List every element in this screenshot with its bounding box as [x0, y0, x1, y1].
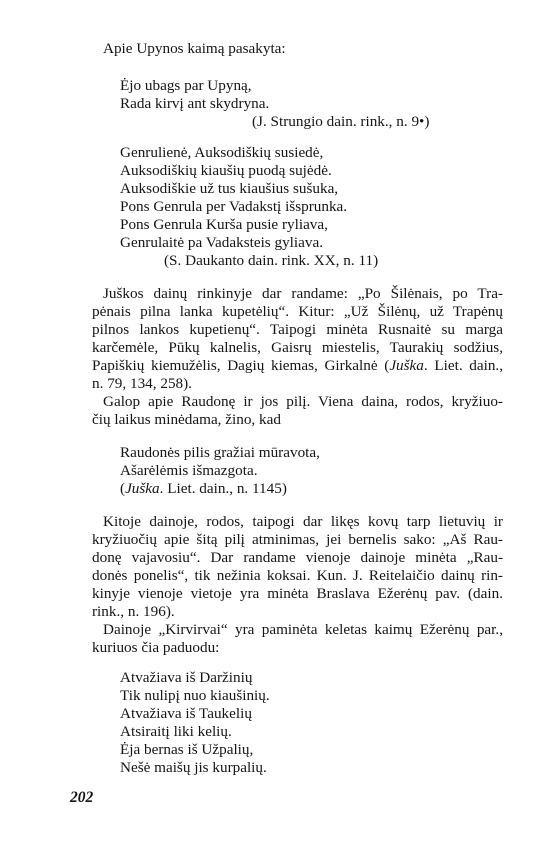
- poem-line: [120, 162, 332, 180]
- text: Apie Upynos kaimą pasakyta:: [103, 40, 286, 57]
- text: Auksodiškių kiaušių puodą sujėdė.: [120, 162, 332, 179]
- poem-line: [120, 462, 258, 480]
- text-line: [103, 40, 286, 58]
- text: kryžiuočių apie šitą pilį atminimas, jei bernelis sako: „Aš Rau-: [92, 531, 503, 548]
- text-line: [103, 393, 503, 411]
- poem-line: [120, 669, 252, 687]
- poem-line: [120, 180, 338, 198]
- text-line: [92, 375, 192, 393]
- text: pėnais pilna lanka kupetėlių“. Kitur: „Už Šilėnų, už Trapėnų: [92, 303, 503, 320]
- text: Atvažiava iš Taukelių: [120, 705, 252, 722]
- text-line: [92, 585, 503, 603]
- poem-line: [120, 216, 328, 234]
- text-line: [92, 357, 503, 375]
- poem-line: [120, 723, 232, 741]
- text-line: [92, 321, 503, 339]
- text: Genrulaitė pa Vadaksteis gyliava.: [120, 234, 323, 251]
- text: donės ponelis“, tik nežinia koksai. Kun. J. Reitelaičio dainų rin-: [92, 567, 503, 584]
- citation: [120, 480, 287, 498]
- text: kuriuos čia paduodu:: [92, 639, 220, 656]
- text-line: [103, 621, 503, 639]
- text: (J. Strungio dain. rink., n. 9•): [252, 113, 430, 130]
- italic-author: Juška: [389, 357, 424, 374]
- text: karčemėle, Pūkų kalnelis, Gaisrų miestelis, Taurakių sodžius,: [92, 339, 503, 356]
- text: Nešė maišų jis kurpalių.: [120, 759, 267, 776]
- text-line: [92, 639, 219, 657]
- text-line: [92, 411, 281, 429]
- text-line: [92, 603, 175, 621]
- text: . Liet. dain.,: [423, 357, 504, 374]
- italic-author: Juška: [125, 480, 160, 497]
- text: Atsiraitį liki kelių.: [120, 723, 232, 740]
- poem-line: [120, 144, 323, 162]
- text: Ėja bernas iš Užpalių,: [120, 741, 254, 758]
- text: Tik nulipį nuo kiaušinių.: [120, 687, 270, 704]
- text: Raudonės pilis gražiai mūravota,: [120, 444, 320, 461]
- text-line: [92, 567, 503, 585]
- poem-line: [120, 234, 323, 252]
- text-line: [92, 303, 503, 321]
- citation: [252, 113, 429, 131]
- text-line: [92, 549, 503, 567]
- text: Rada kirvį ant skydryna.: [120, 95, 270, 112]
- text: Auksodiškie už tus kiaušius sušuka,: [120, 180, 339, 197]
- text: n. 79, 134, 258).: [92, 375, 192, 392]
- text: Atvažiava iš Daržinių: [120, 669, 253, 686]
- poem-line: [120, 705, 252, 723]
- poem-line: [120, 95, 269, 113]
- text: Dainoje „Kirvirvai“ yra paminėta keletas kaimų Ežerėnų par.,: [103, 621, 503, 638]
- text-line: [103, 285, 503, 303]
- text: čių laikus minėdama, žino, kad: [92, 411, 281, 428]
- text: (: [120, 480, 126, 497]
- text: Papiškių kiemužėlis, Dagių kiemas, Girkalnė (: [92, 357, 390, 374]
- text: Pons Genrula per Vadakstį išsprunka.: [120, 198, 348, 215]
- text: Ėjo ubags par Upyną,: [120, 77, 252, 94]
- text: kinyje vienoje vietoje yra minėta Braslava Ežerėnų pav. (dain.: [92, 585, 503, 602]
- poem-line: [120, 444, 320, 462]
- text-line: [92, 531, 503, 549]
- text: Galop apie Raudonę ir jos pilį. Viena daina, rodos, kryžiuo-: [103, 393, 503, 410]
- text: donę vajavosiu“. Dar randame vienoje dainoje minėta „Rau-: [92, 549, 503, 566]
- poem-line: [120, 198, 347, 216]
- text: (S. Daukanto dain. rink. XX, n. 11): [164, 252, 379, 269]
- text: Kitoje dainoje, rodos, taipogi dar likęs kovų tarp lietuvių ir: [103, 513, 503, 530]
- citation: [164, 252, 378, 270]
- text: pilnos lankos kupetienų“. Taipogi minėta Rusnaitė su marga: [92, 321, 503, 338]
- poem-line: [120, 741, 253, 759]
- poem-line: [120, 77, 252, 95]
- text: rink., n. 196).: [92, 603, 175, 620]
- page-number: 202: [70, 789, 94, 806]
- text: . Liet. dain., n. 1145): [159, 480, 287, 497]
- text: Ašarėlėmis išmazgota.: [120, 462, 258, 479]
- poem-line: [120, 759, 267, 777]
- text-line: [103, 513, 503, 531]
- text: Juškos dainų rinkinyje dar randame: „Po Šilėnais, po Tra-: [103, 285, 503, 302]
- text-line: [92, 339, 503, 357]
- text: Genrulienė, Auksodiškių susiedė,: [120, 144, 324, 161]
- poem-line: [120, 687, 270, 705]
- text: Pons Genrula Kurša pusie ryliava,: [120, 216, 328, 233]
